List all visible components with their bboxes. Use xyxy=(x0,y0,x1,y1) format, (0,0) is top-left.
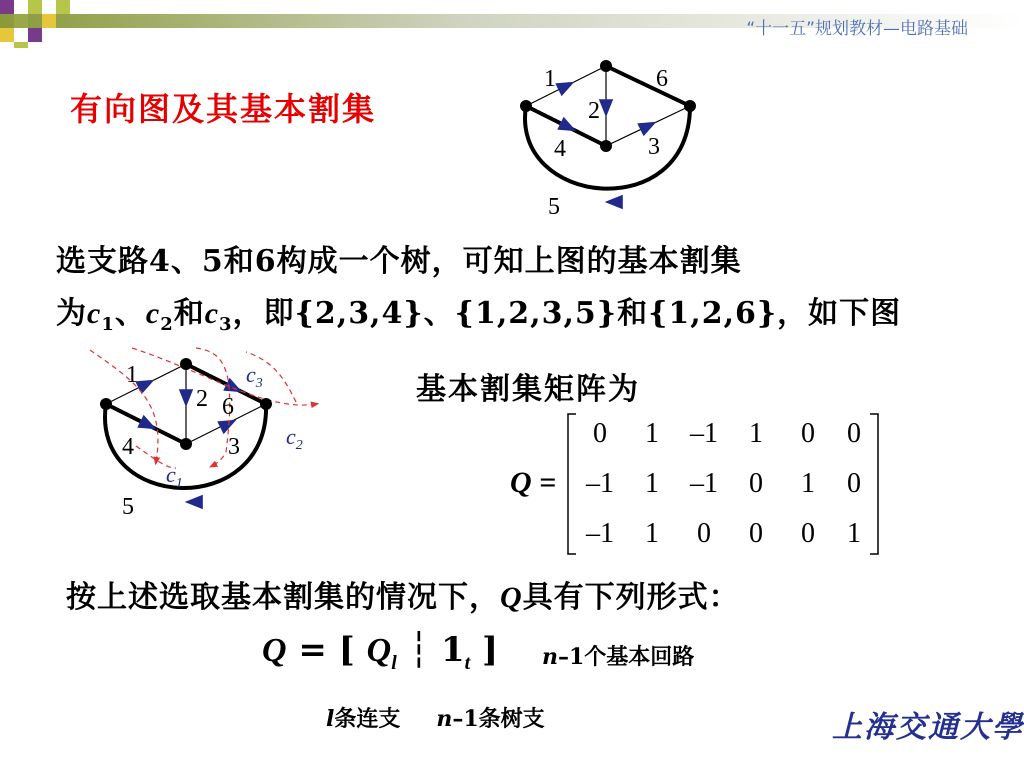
branch-label: 5 xyxy=(122,494,134,520)
university-logo: 上海交通大學 xyxy=(832,710,1024,745)
branch-label: 6 xyxy=(656,66,668,92)
cutset-label-c1: $c_1$ xyxy=(166,462,183,491)
branch-label: 4 xyxy=(122,434,134,460)
branch-label: 5 xyxy=(548,194,560,220)
cutset-label-c2: $c_2$ xyxy=(286,424,303,453)
cutset-graph xyxy=(76,342,346,522)
branch-label: 6 xyxy=(222,394,234,420)
paragraph-line-1: 选支路4、5和6构成一个树，可知上图的基本割集 xyxy=(56,244,742,279)
form-statement: 按上述选取基本割集的情况下，Q具有下列形式： xyxy=(66,580,740,615)
directed-graph xyxy=(500,56,720,226)
branch-label: 3 xyxy=(648,134,660,160)
branch-label: 2 xyxy=(588,98,600,124)
cutset-label-c3: $c_3$ xyxy=(246,362,263,391)
branch-label: 2 xyxy=(196,386,208,412)
matrix-body xyxy=(566,410,880,558)
matrix-row: –1 1 0 0 0 1 xyxy=(586,518,861,549)
matrix-label: Q = xyxy=(510,466,557,499)
branch-label: 1 xyxy=(126,362,138,388)
matrix-title: 基本割集矩阵为 xyxy=(416,372,640,407)
formula: Q = [ $Q_l$ ┆ $1_t$ ] xyxy=(262,630,499,674)
matrix-row: –1 1 –1 0 1 0 xyxy=(586,468,861,499)
matrix-row: 0 1 –1 1 0 0 xyxy=(593,418,861,449)
branch-label: 3 xyxy=(228,434,240,460)
paragraph-line-2: 为$c_1$、$c_2$和$c_3$，即{2,3,4}、{1,2,3,5}和{1,2,6}，如下图 xyxy=(56,296,902,335)
branch-count-note: l条连支 n–1条树支 xyxy=(326,706,545,732)
branch-label: 4 xyxy=(554,136,566,162)
loop-count-note: n–1个基本回路 xyxy=(542,644,695,670)
header-title: “十一五”规划教材—电路基础 xyxy=(746,19,968,39)
branch-label: 1 xyxy=(544,66,556,92)
slide-title: 有向图及其基本割集 xyxy=(70,90,377,128)
